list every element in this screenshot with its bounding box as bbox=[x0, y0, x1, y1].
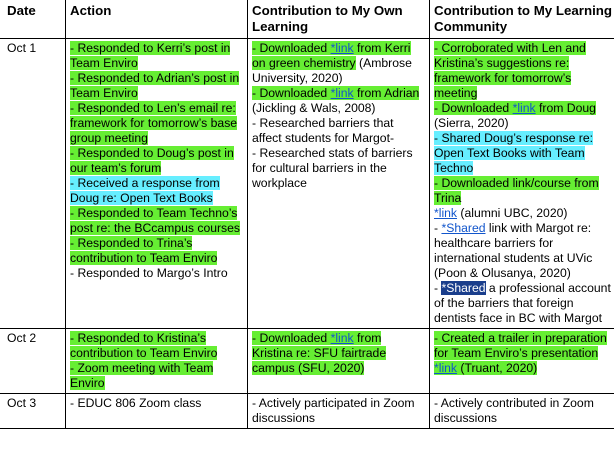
action-entry: - Responded to Kerri’s post in Team Enviro bbox=[70, 41, 231, 70]
resource-link[interactable]: *link bbox=[330, 331, 354, 345]
action-entry: - Responded to Team Techno’s post re: the BCcampus courses bbox=[70, 206, 241, 235]
resource-link[interactable]: *link bbox=[434, 206, 458, 220]
action-entry: - Responded to Adrian’s post in Team Enviro bbox=[70, 71, 240, 100]
own-entry: - Downloaded *link from Kristina re: SFU fairtrade campus (SFU, 2020) bbox=[252, 331, 387, 375]
own-learning-cell bbox=[248, 39, 430, 329]
community-entry: - *Shared a professional account of the barriers that foreign dentists face in BC with Margot bbox=[434, 281, 611, 325]
own-learning-cell bbox=[248, 329, 430, 394]
header-action: Action bbox=[66, 0, 248, 39]
action-cell bbox=[66, 329, 248, 394]
header-row bbox=[0, 0, 614, 39]
community-entry: - Created a trailer in preparation for Team Enviro’s presentation *link (Truant, 2020) bbox=[434, 331, 607, 375]
action-entry: - Responded to Kristina’s contribution to Team Enviro bbox=[70, 331, 218, 360]
own-entry: - Researched barriers that affect students for Margot- bbox=[252, 116, 395, 145]
action-entry: - Received a response from Doug re: Open Text Books bbox=[70, 176, 220, 205]
header-own-learning: Contribution to My Own Learning bbox=[248, 0, 430, 39]
community-entry: - Downloaded *link from Doug (Sierra, 2020) bbox=[434, 101, 596, 130]
date-cell: Oct 1 bbox=[0, 39, 66, 329]
action-entry: - Responded to Trina’s contribution to Team Enviro bbox=[70, 236, 218, 265]
action-cell bbox=[66, 39, 248, 329]
resource-link[interactable]: *link bbox=[330, 86, 354, 100]
community-entry: - *Shared link with Margot re: healthcare barriers for international students at UVic (Poon & Olusanya, 2020) bbox=[434, 221, 593, 280]
action-entry: - Responded to Doug’s post in our team’s forum bbox=[70, 146, 234, 175]
resource-link[interactable]: *link bbox=[434, 361, 458, 375]
own-entry: - Downloaded *link from Kerri on green chemistry (Ambrose University, 2020) bbox=[252, 41, 412, 85]
header-learning-community: Contribution to My Learning Community bbox=[430, 0, 614, 39]
community-entry: - Shared Doug’s response re: Open Text Books with Team Techno bbox=[434, 131, 593, 175]
date-cell: Oct 2 bbox=[0, 329, 66, 394]
community-entry: - Actively contributed in Zoom discussions bbox=[434, 396, 594, 425]
own-entry: - Downloaded *link from Adrian (Jickling & Wals, 2008) bbox=[252, 86, 420, 115]
table-row bbox=[0, 329, 614, 394]
community-entry: - Downloaded link/course from Trina *link (alumni UBC, 2020) bbox=[434, 176, 599, 220]
selected-text[interactable]: *Shared bbox=[441, 281, 486, 295]
table-row bbox=[0, 394, 614, 429]
own-entry: - Researched stats of barriers for cultural barriers in the workplace bbox=[252, 146, 413, 190]
action-entry: - Zoom meeting with Team Enviro bbox=[70, 361, 214, 390]
header-date: Date bbox=[0, 0, 66, 39]
action-entry: - Responded to Margo’s Intro bbox=[70, 266, 228, 280]
table-row bbox=[0, 39, 614, 329]
action-cell bbox=[66, 394, 248, 429]
own-learning-cell bbox=[248, 394, 430, 429]
community-cell bbox=[430, 394, 614, 429]
community-cell bbox=[430, 39, 614, 329]
community-cell bbox=[430, 329, 614, 394]
community-entry: - Corroborated with Len and Kristina’s suggestions re: framework for tomorrow’s meeting bbox=[434, 41, 586, 100]
resource-link[interactable]: *link bbox=[330, 41, 354, 55]
own-entry: - Actively participated in Zoom discussions bbox=[252, 396, 415, 425]
shared-link[interactable]: *Shared bbox=[441, 221, 486, 235]
date-cell: Oct 3 bbox=[0, 394, 66, 429]
action-entry: - EDUC 806 Zoom class bbox=[70, 396, 202, 410]
resource-link[interactable]: *link bbox=[512, 101, 536, 115]
action-entry: - Responded to Len’s email re: framework for tomorrow’s base group meeting bbox=[70, 101, 238, 145]
